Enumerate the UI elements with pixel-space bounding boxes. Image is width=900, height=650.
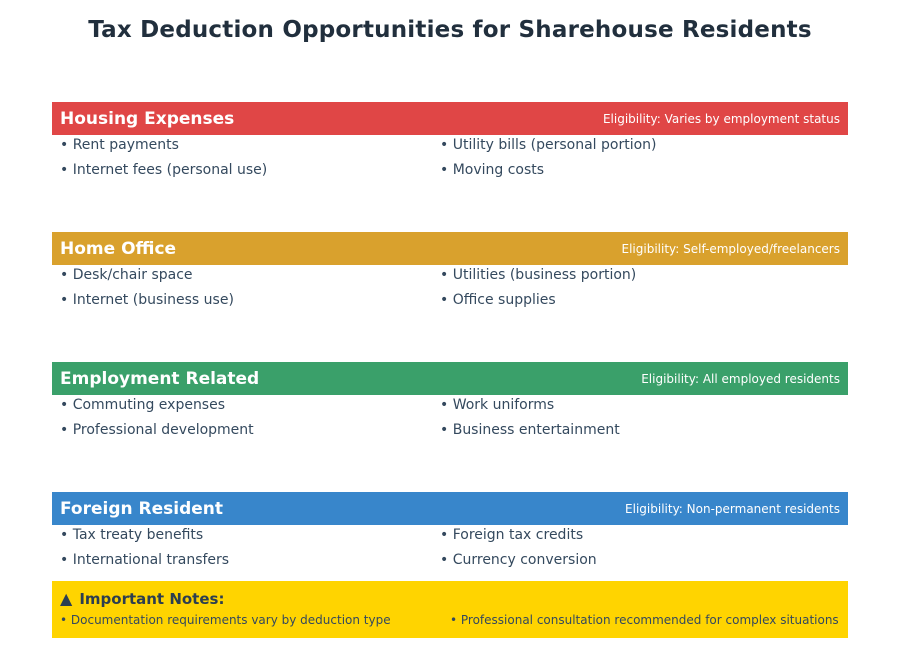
section-housing-expenses bbox=[52, 102, 848, 183]
section-title: Housing Expenses bbox=[60, 108, 235, 129]
section-foreign-resident bbox=[52, 492, 848, 573]
deduction-item: • Work uniforms bbox=[440, 397, 555, 413]
deduction-item: • Internet (business use) bbox=[60, 292, 234, 308]
section-header-bar bbox=[52, 362, 848, 395]
notes-items bbox=[60, 613, 840, 628]
section-employment-related bbox=[52, 362, 848, 443]
section-items bbox=[52, 393, 848, 443]
deduction-item: • Utilities (business portion) bbox=[440, 267, 637, 283]
section-header-bar bbox=[52, 232, 848, 265]
deduction-item: • Rent payments bbox=[60, 137, 179, 153]
section-items bbox=[52, 133, 848, 183]
note-item: • Documentation requirements vary by deduction type bbox=[60, 613, 391, 627]
deduction-item: • Tax treaty benefits bbox=[60, 527, 204, 543]
page-title: Tax Deduction Opportunities for Sharehouse Residents bbox=[88, 17, 812, 43]
section-title: Foreign Resident bbox=[60, 498, 224, 519]
deduction-item: • Professional development bbox=[60, 422, 254, 438]
section-header-bar bbox=[52, 102, 848, 135]
deduction-item: • Commuting expenses bbox=[60, 397, 226, 413]
section-eligibility: Eligibility: All employed residents bbox=[641, 371, 840, 386]
section-title: Home Office bbox=[60, 238, 177, 259]
notes-heading-label: Important Notes: bbox=[79, 590, 225, 608]
deduction-item: • International transfers bbox=[60, 552, 230, 568]
important-notes-box bbox=[52, 581, 848, 638]
note-item: • Professional consultation recommended for complex situations bbox=[450, 613, 839, 627]
deduction-item: • Moving costs bbox=[440, 162, 545, 178]
deduction-item: • Internet fees (personal use) bbox=[60, 162, 268, 178]
deduction-item: • Utility bills (personal portion) bbox=[440, 137, 657, 153]
deduction-item: • Business entertainment bbox=[440, 422, 620, 438]
notes-heading bbox=[60, 590, 840, 608]
section-title: Employment Related bbox=[60, 368, 260, 389]
section-header-bar bbox=[52, 492, 848, 525]
deduction-item: • Office supplies bbox=[440, 292, 556, 308]
section-eligibility: Eligibility: Varies by employment status bbox=[602, 111, 840, 126]
section-home-office bbox=[52, 232, 848, 313]
section-items bbox=[52, 523, 848, 573]
warning-icon: ▲ bbox=[60, 589, 73, 608]
deduction-item: • Currency conversion bbox=[440, 552, 597, 568]
deduction-item: • Desk/chair space bbox=[60, 267, 193, 283]
section-items bbox=[52, 263, 848, 313]
section-eligibility: Eligibility: Non-permanent residents bbox=[625, 501, 840, 516]
deduction-item: • Foreign tax credits bbox=[440, 527, 584, 543]
section-eligibility: Eligibility: Self-employed/freelancers bbox=[621, 241, 840, 256]
